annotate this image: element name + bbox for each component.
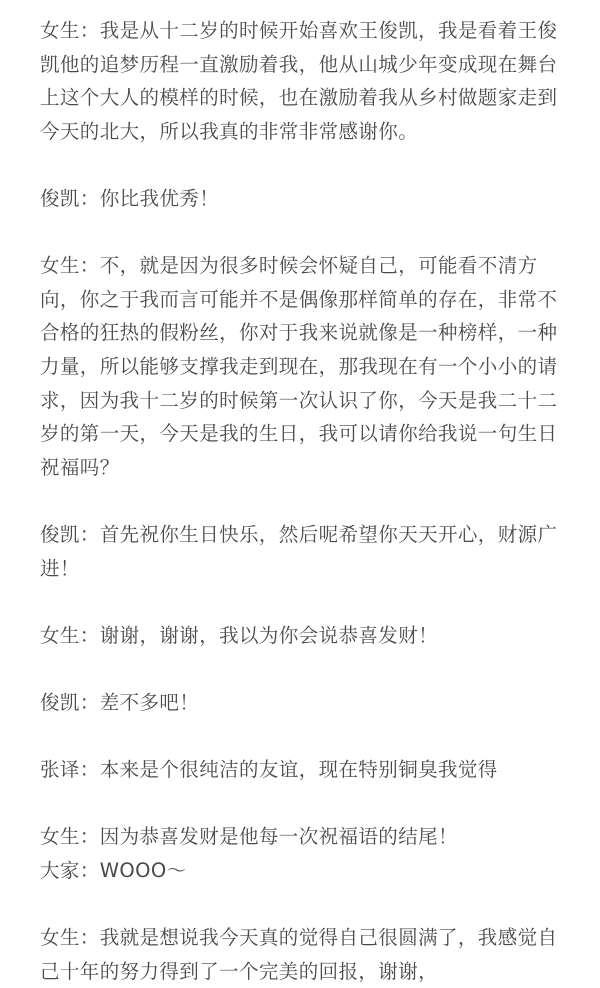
paragraph-junkai-reply: 俊凯：你比我优秀！: [40, 186, 220, 210]
paragraph-girl-explain: 女生：因为恭喜发财是他每一次祝福语的结尾！: [40, 825, 458, 849]
paragraph-girl-closing: 女生：我就是想说我今天真的觉得自己很圆满了，我感觉自己十年的努力得到了一个完美的回报，谢谢，: [40, 926, 558, 983]
paragraph-zhangyi-comment: 张译：本来是个很纯洁的友谊，现在特别铜臭我觉得: [40, 758, 498, 782]
paragraph-girl-intro: 女生：我是从十二岁的时候开始喜欢王俊凯，我是看着王俊凯他的追梦历程一直激励着我，他从山城少年变成现在舞台上这个大人的模样的时候，也在激励着我从乡村做题家走到今天的北大，所以我真的非常非常感谢你。: [40, 19, 558, 143]
paragraph-everyone-cheer: 大家：WOOO～: [40, 858, 187, 882]
paragraph-junkai-wish: 俊凯：首先祝你生日快乐，然后呢希望你天天开心，财源广进！: [40, 522, 558, 580]
paragraph-girl-thanks: 女生：谢谢，谢谢，我以为你会说恭喜发财！: [40, 623, 439, 647]
paragraph-junkai-almost: 俊凯：差不多吧！: [40, 690, 200, 714]
paragraph-girl-request: 女生：不，就是因为很多时候会怀疑自己，可能看不清方向，你之于我而言可能并不是偶像那样简单的存在，非常不合格的狂热的假粉丝，你对于我来说就像是一种榜样，一种力量，所以能够支撑我走到现在，那我现在有一个小小的请求，因为我十二岁的时候第一次认识了你，今天是我二十二岁的第一天，今天是我的生日，我可以请你给我说一句生日祝福吗？: [40, 254, 558, 479]
